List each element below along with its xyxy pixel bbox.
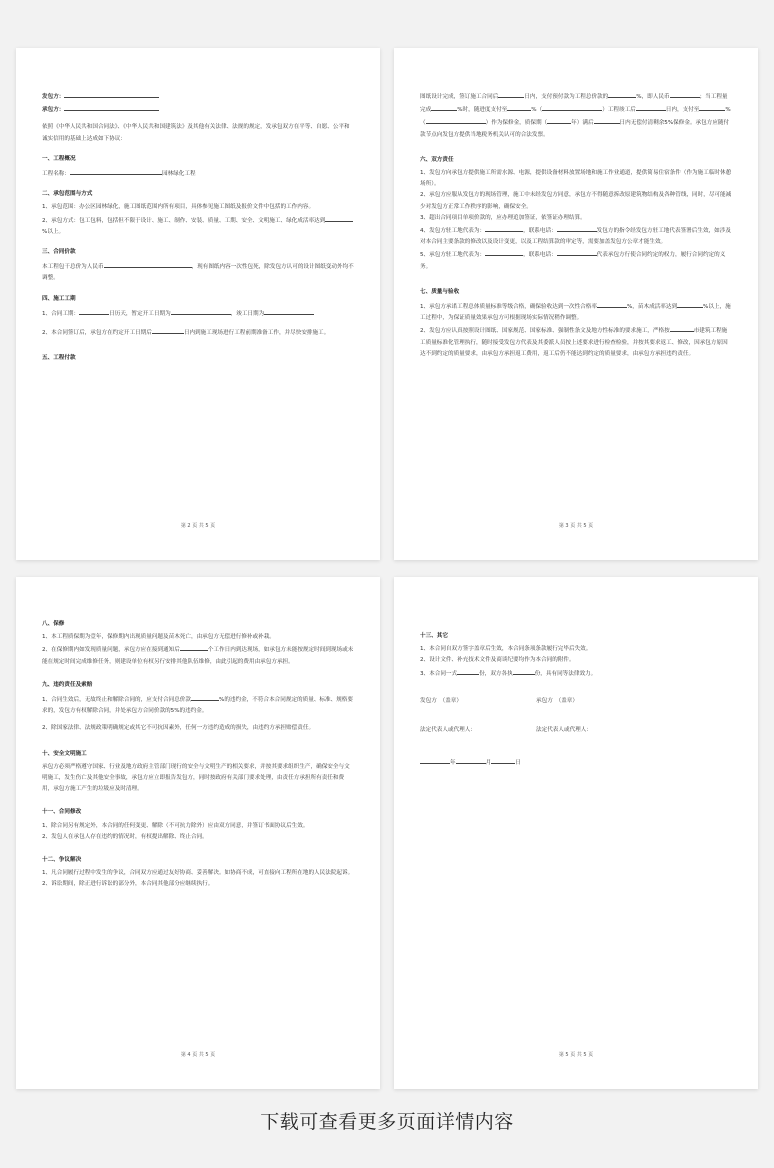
- blank: [325, 214, 353, 222]
- blank: [152, 326, 184, 334]
- download-more-link[interactable]: 下载可查看更多页面详情内容: [260, 1111, 514, 1133]
- representative-b: 法定代表人或代理人：: [536, 727, 592, 734]
- document-page-2: 发包方： 承包方： 依照《中华人民共和国合同法》、《中华人民共和国建筑法》及其他有关法律、法规的规定，发承包双方在平等、自愿、公平和诚实信用的基础上达成如下协议： 一、工程概况 工程名称： 园林绿化工程 二、承包范围与方式 1、承包范围：办公区园林绿化，施工图纸范围内所有项目，具体参见施工图纸及报价文件中包括的工作内容。 2、承包方式：包工包料，包括但不限于设计、施工、制作、安装、质量、工期、安全、文明施工、绿化成活率达到%以上。 三、合同价款 本工程包干总价为人民币 ，现有图纸内容一次性包死，除发包方认可的设计图纸变动外均不调整。 四、施工工期 1、合同工期： 日历天，暂定开工日期为 ，竣工日期为 2、本合同签订后，承包方在约定开工日期后 日内到施工现场进行工程前期准备工作，并尽快安排施工。 五、工程付款 第 2 页 共 5 页: [16, 48, 380, 560]
- blank: [64, 90, 159, 98]
- blank: [79, 307, 109, 315]
- section-title: 二、承包范围与方式: [42, 191, 93, 198]
- document-page-5: 十三、其它 1、本合同自双方签字盖章后生效，本合同条项条款履行完毕后失效。 2、设计文件、补充技术文件及商谈纪要均作为本合同的附件。 3、本合同一式 份，双方各执 份，具有同等法律效力。 发包方 （盖章） 承包方 （盖章） 法定代表人或代理人： 法定代表人或代理人： 年 月 日 第 5 页 共 5 页: [394, 577, 758, 1089]
- section-title: 三、合同价款: [42, 249, 76, 256]
- page-number: 第 2 页 共 5 页: [180, 522, 216, 529]
- blank: [64, 103, 159, 111]
- page-number: 第 4 页 共 5 页: [180, 1051, 216, 1058]
- section-title: 十二、争议解决: [42, 857, 82, 864]
- blank: [171, 307, 231, 315]
- section-title: 一、工程概况: [42, 155, 76, 162]
- date-line: 年 月 日: [420, 756, 732, 769]
- blank: [104, 260, 192, 268]
- section-title: 七、质量与验收: [420, 288, 460, 295]
- section-title: 九、违约责任及索赔: [42, 681, 93, 688]
- document-page-4: 八、保修 1、本工程质保期为壹年，保修期内出现质量问题及苗木死亡，由承包方无偿进行修补或补栽。 2、在保修期内如发现质量问题，承包方应在接到通知后 个工作日内到达现场，如承包方未能按规定时间到现场或未能在规定时间完成维修任务，则建设单位有权另行安排其他队伍维修，由此引起的费用由承包方承担。 九、违约责任及索赔 1、合同生效后，无故终止和解除合同的，应支付合同总价款 %的违约金，不符合本合同规定的质量、标准、规格要求的，发包方有权解除合同，并处承包方合同价款的5%的违约金。 2、除国家法律、法规政策明确规定或其它不可抗因素外，任何一方违约造成的损失，由违约方承担赔偿责任。 十、安全文明施工 承包方必须严格遵守国家、行业及地方政府主管部门现行的安全与文明生产的相关要求，并按其要求组织生产，确保安全与文明施工，发生伤亡及其他安全事故，承包方应立即报告发包方，同时按政府有关部门要求处理，由责任方承担所有责任和费用，承包方施工产生的垃圾应及时清理。 十一、合同修改 1、除合同另有规定外，本合同的任何变更、解除（不可抗力除外）应由双方同意，并签订书面协议后生效。 2、发包人在承包人存在违约的情况时，有权提出解除、终止合同。 十二、争议解决 1、凡合同履行过程中发生的争议，合同双方应通过友好协商、妥善解决。如协商不成，可直接向工程所在地的人民法院起诉。 2、诉讼期间，除正进行诉讼的部分外，本合同其他部分应继续执行。 第 4 页 共 5 页: [16, 577, 380, 1089]
- intro-text: 依照《中华人民共和国合同法》、《中华人民共和国建筑法》及其他有关法律、法规的规定，发承包双方在平等、自愿、公平和诚实信用的基础上达成如下协议：: [42, 124, 350, 142]
- blank: [264, 307, 314, 315]
- signature-party-b: 承包方 （盖章）: [536, 697, 578, 704]
- representative-a: 法定代表人或代理人：: [420, 727, 476, 734]
- section-title: 十、安全文明施工: [42, 750, 87, 757]
- page-number: 第 5 页 共 5 页: [558, 1051, 594, 1058]
- party-a-label: 发包方：: [42, 94, 65, 100]
- blank: [70, 167, 162, 175]
- page-number: 第 3 页 共 5 页: [558, 522, 594, 529]
- section-title: 十一、合同修改: [42, 809, 82, 816]
- section-title: 四、施工工期: [42, 295, 76, 302]
- signature-party-a: 发包方 （盖章）: [420, 697, 462, 704]
- document-page-3: 图纸设计完成，签订施工合同后 日内，支付预付款为工程总价款的 %，即人民币 ；当工程量完成 %时，随进度支付至 %（ ）工程竣工后 日内，支付至 %（ ）作为保修金，质保期（ 年）满后 日内无偿付清剩余5%保修金。承包方应随付款节点向发包方提供当地税务机关认可的合法发票。 六、双方责任 1、发包方向承包方提供施工所需水源、电源，提供设备材料放置场地和施工作业通道，提供简易住宿条件（作为施工临时休憩场所）。 2、承包方应服从发包方的现场管理，施工中未经发包方同意，承包方不得随意拆改原建筑物结构及各种管线，同时，尽可能减少对发包方正常工作秩序的影响，确保安全。 3、超出合同项目单项价款的，应办理追加签证，依签证办理结算。 4、发包方驻工地代表为： ，联系电话： 发包方的指令经发包方驻工地代表签署后生效，如涉及对本合同主要条款的修改以及设计变更，以及工程结算款的审定等，需要加盖发包方公章才能生效。 5、承包方驻工地代表为： ，联系电话： 代表承包方行使合同约定的权力，履行合同约定的义务。 七、质量与验收 1、承包方承诺工程总体质量标准等级合格，确保验收达到一次性合格率 %，苗木成活率达到 %以上，施工过程中，为保证质量效果承包方可根据现场实际情况稍作调整。 2、发包方应认真按照设计图纸、国家规范、国家标准、强制性条文及地方性标准的要求施工，严格按 市建筑工程施工质量标准化管理执行，随时接受发包方代表及其委派人员按上述要求进行检查检验，并按其要求返工、修改，因承包方原因达不到约定的质量要求，由承包方承担返工费用，返工后仍不能达到约定的质量要求，由承包方承担违约责任。 第 3 页 共 5 页: [394, 48, 758, 560]
- section-title: 六、双方责任: [420, 156, 454, 163]
- section-title: 五、工程付款: [42, 355, 76, 362]
- section-title: 八、保修: [42, 621, 65, 627]
- section-title: 十三、其它: [420, 633, 448, 639]
- party-b-label: 承包方：: [42, 107, 65, 114]
